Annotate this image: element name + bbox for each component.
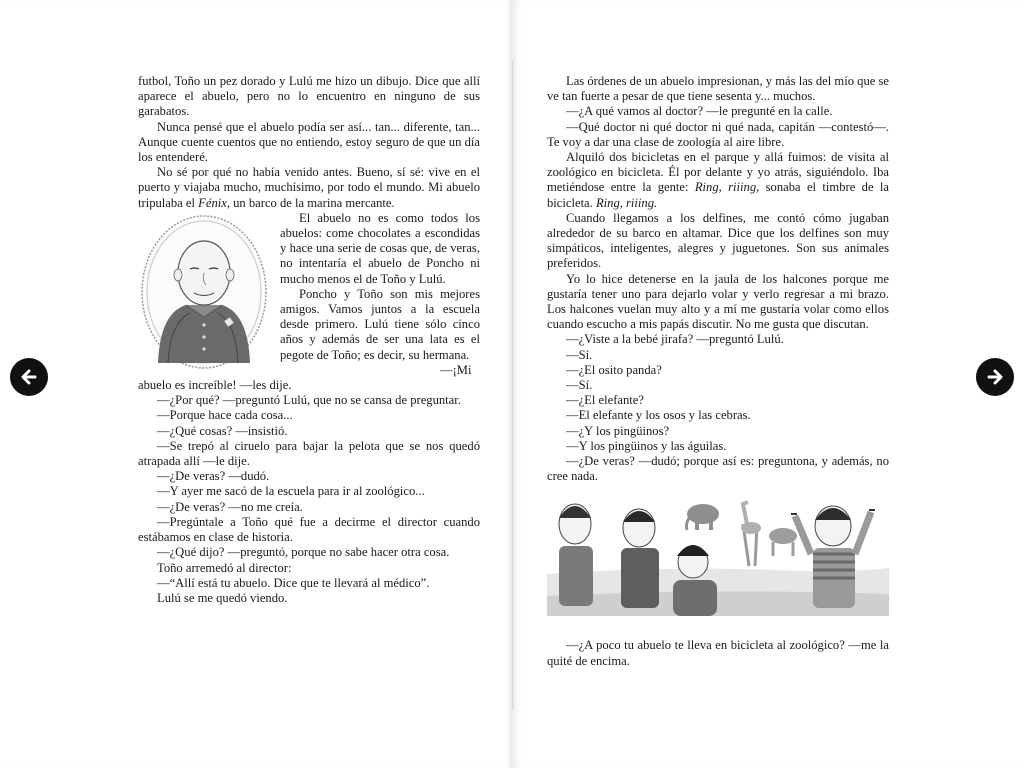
paragraph: —Y los pingüinos y las águilas. (566, 438, 727, 453)
paragraph: —Sí. (566, 378, 593, 393)
paragraph: —¿De veras? —no me creía. (157, 499, 303, 514)
arrow-left-icon (19, 367, 39, 387)
paragraph: Toño arremedó al director: (157, 560, 292, 575)
paragraph: El abuelo no es como todos los abuelos: come chocolates a escondidas y hace una serie de cosas que, de veras, no intentaría el abuelo de Poncho ni mucho menos el de Toño y Lulú. (280, 210, 480, 286)
paragraph: —Porque hace cada cosa... (157, 408, 293, 423)
paragraph: —Y ayer me sacó de la escuela para ir al zoológico... (157, 484, 425, 499)
arrow-right-icon (985, 367, 1005, 387)
paragraph: Cuando llegamos a los delfines, me contó cómo jugaban alrededor de su barco en altamar. Dice que los delfines son muy simpáticos, inteligentes, alegres y juguetones. Son sus animales preferidos. (547, 210, 889, 271)
paragraph: —¿Qué dijo? —preguntó, porque no sabe hacer otra cosa. (157, 545, 450, 560)
paragraph: —¿El elefante? (566, 393, 644, 408)
paragraph: —¿Viste a la bebé jirafa? —preguntó Lulú. (566, 332, 784, 347)
paragraph: —El elefante y los osos y las cebras. (566, 408, 751, 423)
children-zoo-illustration (547, 496, 889, 616)
right-page-text (547, 74, 889, 669)
page-gutter (512, 60, 513, 710)
paragraph: Alquiló dos bicicletas en el parque y allá fuimos: de visita al zoológico en bicicleta. Él por delante y yo atrás, siguiéndolo. Iba metiéndose entre la gente: Ring, riiing, sonaba el timbre de la bicicleta. Ring, riiing. (547, 150, 889, 210)
left-page-text (138, 74, 480, 606)
paragraph: Yo lo hice detenerse en la jaula de los halcones porque me gustaría tener uno para dejarlo volar y verlo regresar a mi brazo. Los halcones vuelan muy alto y a mí me gustaría volar como ellos cuando escucho a mis papás discutir. No me gusta que discutan. (547, 271, 889, 332)
paragraph: —Pregúntale a Toño qué fue a decirme el director cuando estábamos en clase de historia. (138, 514, 480, 545)
paragraph: Las órdenes de un abuelo impresionan, y más las del mío que se ve tan fuerte a pesar de que tiene sesenta y... muchos. (547, 74, 889, 104)
paragraph: —¿Qué cosas? —insistió. (157, 423, 288, 438)
grandfather-illustration (138, 213, 270, 371)
paragraph: Nunca pensé que el abuelo podía ser así... tan... diferente, tan... Aunque cuente cuentos que no entiendo, estoy seguro de que un día los entenderé. (138, 119, 480, 165)
previous-page-button[interactable] (10, 358, 48, 396)
paragraph: No sé por qué no había venido antes. Bueno, sí sé: vive en el puerto y viajaba mucho, muchísimo, por todo el mundo. Mi abuelo tripulaba el Fénix, un barco de la marina mercante. (138, 165, 480, 210)
paragraph: —¿De veras? —dudó. (157, 469, 270, 484)
paragraph: —Qué doctor ni qué doctor ni qué nada, capitán —contestó—. Te voy a dar una clase de zoología al aire libre. (547, 119, 889, 149)
paragraph: —¿A poco tu abuelo te lleva en bicicleta al zoológico? —me la quité de encima. (547, 638, 889, 668)
paragraph: —Se trepó al ciruelo para bajar la pelota que se nos quedó atrapada allí —le dije. (138, 438, 480, 469)
paragraph: —¿Por qué? —preguntó Lulú, que no se cansa de preguntar. (157, 393, 461, 408)
paragraph: —“Allí está tu abuelo. Dice que te llevará al médico”. (157, 575, 430, 590)
paragraph: —¿Y los pingüinos? (566, 423, 670, 438)
paragraph: —¿El osito panda? (566, 362, 662, 377)
paragraph: —¡Mi abuelo es increíble! —les dije. (138, 362, 472, 393)
paragraph: futbol, Toño un pez dorado y Lulú me hizo un dibujo. Dice que allí aparece el abuelo, pero no lo encuentro en ninguno de sus garabatos. (138, 74, 480, 119)
paragraph: —¿A qué vamos al doctor? —le pregunté en la calle. (566, 104, 833, 119)
paragraph: —Sí. (566, 347, 593, 362)
next-page-button[interactable] (976, 358, 1014, 396)
paragraph: —¿De veras? —dudó; porque así es: preguntona, y además, no cree nada. (547, 454, 889, 484)
paragraph: Poncho y Toño son mis mejores amigos. Vamos juntos a la escuela desde primero. Lulú tiene sólo cinco años y además de ser una lata es el pegote de Toño; es decir, su hermana. (280, 286, 480, 362)
paragraph: Lulú se me quedó viendo. (157, 590, 288, 605)
